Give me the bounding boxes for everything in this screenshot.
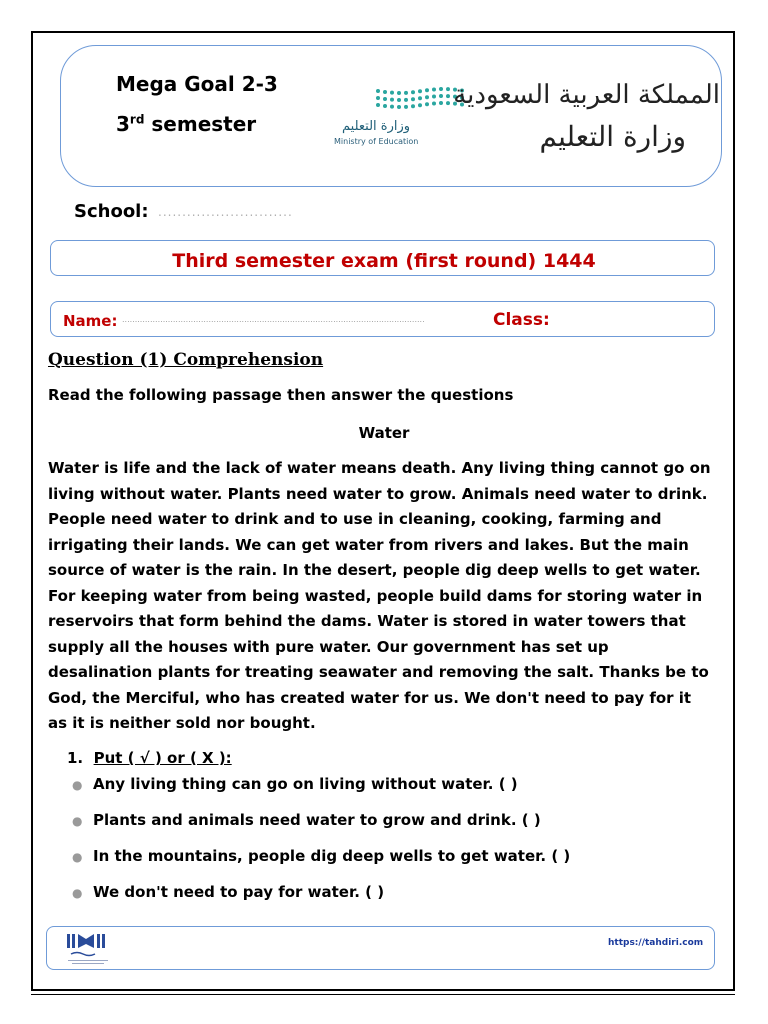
passage-line: living without water. Plants need water to grow. Animals need water to drink.: [48, 484, 708, 503]
passage-line: reservoirs that form behind the dams. Water is stored in water towers that: [48, 612, 686, 630]
task-heading: [67, 749, 232, 767]
true-false-item[interactable]: [72, 775, 712, 811]
page-border-bottom-line: [31, 994, 735, 995]
true-false-statement: In the mountains, people dig deep wells to get water. ( ): [93, 847, 571, 865]
passage-line: as it is neither sold nor bought.: [48, 714, 316, 732]
true-false-statement: Any living thing can go on living without water. ( ): [93, 775, 518, 793]
true-false-item[interactable]: [72, 883, 712, 919]
footer-link[interactable]: https://tahdiri.com: [608, 938, 704, 948]
true-false-item[interactable]: [72, 811, 712, 847]
bullet-icon: ●: [72, 886, 83, 900]
class-label: Class:: [493, 310, 550, 330]
semester-number: 3: [116, 112, 130, 136]
passage-line: supply all the houses with pure water. Our government has set up: [48, 637, 609, 656]
moe-dots-icon: [374, 86, 466, 112]
task-label: Put ( √ ) or ( X ):: [93, 749, 232, 767]
passage: [48, 456, 728, 737]
semester-ordinal: rd: [129, 112, 145, 127]
school-field[interactable]: ............................: [158, 205, 293, 219]
footer-box: [46, 926, 715, 970]
true-false-item[interactable]: [72, 847, 712, 883]
semester-word: semester: [144, 112, 257, 136]
task-number: 1.: [67, 749, 84, 767]
exam-title: Third semester exam (first round) 1444: [172, 250, 596, 272]
moe-logo-english-text: Ministry of Education: [334, 137, 419, 146]
passage-line: irrigating their lands. We can get water from rivers and lakes. But the main: [48, 535, 689, 554]
bullet-icon: ●: [72, 850, 83, 864]
true-false-statement: We don't need to pay for water. ( ): [93, 883, 385, 901]
passage-line: God, the Merciful, who has created water for us. We don't need to pay for it: [48, 688, 692, 707]
tahdiri-logo-icon: [62, 930, 116, 968]
question-heading: Question (1) Comprehension: [48, 350, 324, 370]
school-label: School:: [74, 201, 149, 222]
calligraphy-kingdom: المملكة العربية السعودية: [453, 80, 720, 110]
ministry-of-education-logo: [332, 86, 464, 150]
name-field[interactable]: .......................................................................................................................: [122, 315, 425, 324]
passage-title: Water: [358, 424, 410, 442]
passage-line: Water is life and the lack of water means death. Any living thing cannot go on: [48, 459, 711, 477]
passage-line: desalination plants for treating seawater and removing the salt. Thanks be to: [48, 663, 709, 681]
moe-logo-arabic-text: وزارة التعليم: [342, 119, 411, 134]
passage-line: For keeping water from being wasted, people build dams for storing water in: [48, 586, 703, 605]
calligraphy-ministry: وزارة التعليم: [539, 120, 686, 153]
course-title: Mega Goal 2-3: [116, 72, 278, 96]
saudi-ministry-calligraphy: [453, 80, 720, 168]
passage-line: People need water to drink and to use in cleaning, cooking, farming and: [48, 510, 662, 528]
passage-line: source of water is the rain. In the desert, people dig deep wells to get water.: [48, 561, 701, 579]
question-instruction: Read the following passage then answer the questions: [48, 386, 514, 404]
bullet-icon: ●: [72, 814, 83, 828]
bullet-icon: ●: [72, 778, 83, 792]
semester-label: [116, 112, 256, 136]
name-label: Name:: [63, 312, 118, 330]
true-false-list: [72, 775, 712, 919]
true-false-statement: Plants and animals need water to grow and drink. ( ): [93, 811, 541, 829]
